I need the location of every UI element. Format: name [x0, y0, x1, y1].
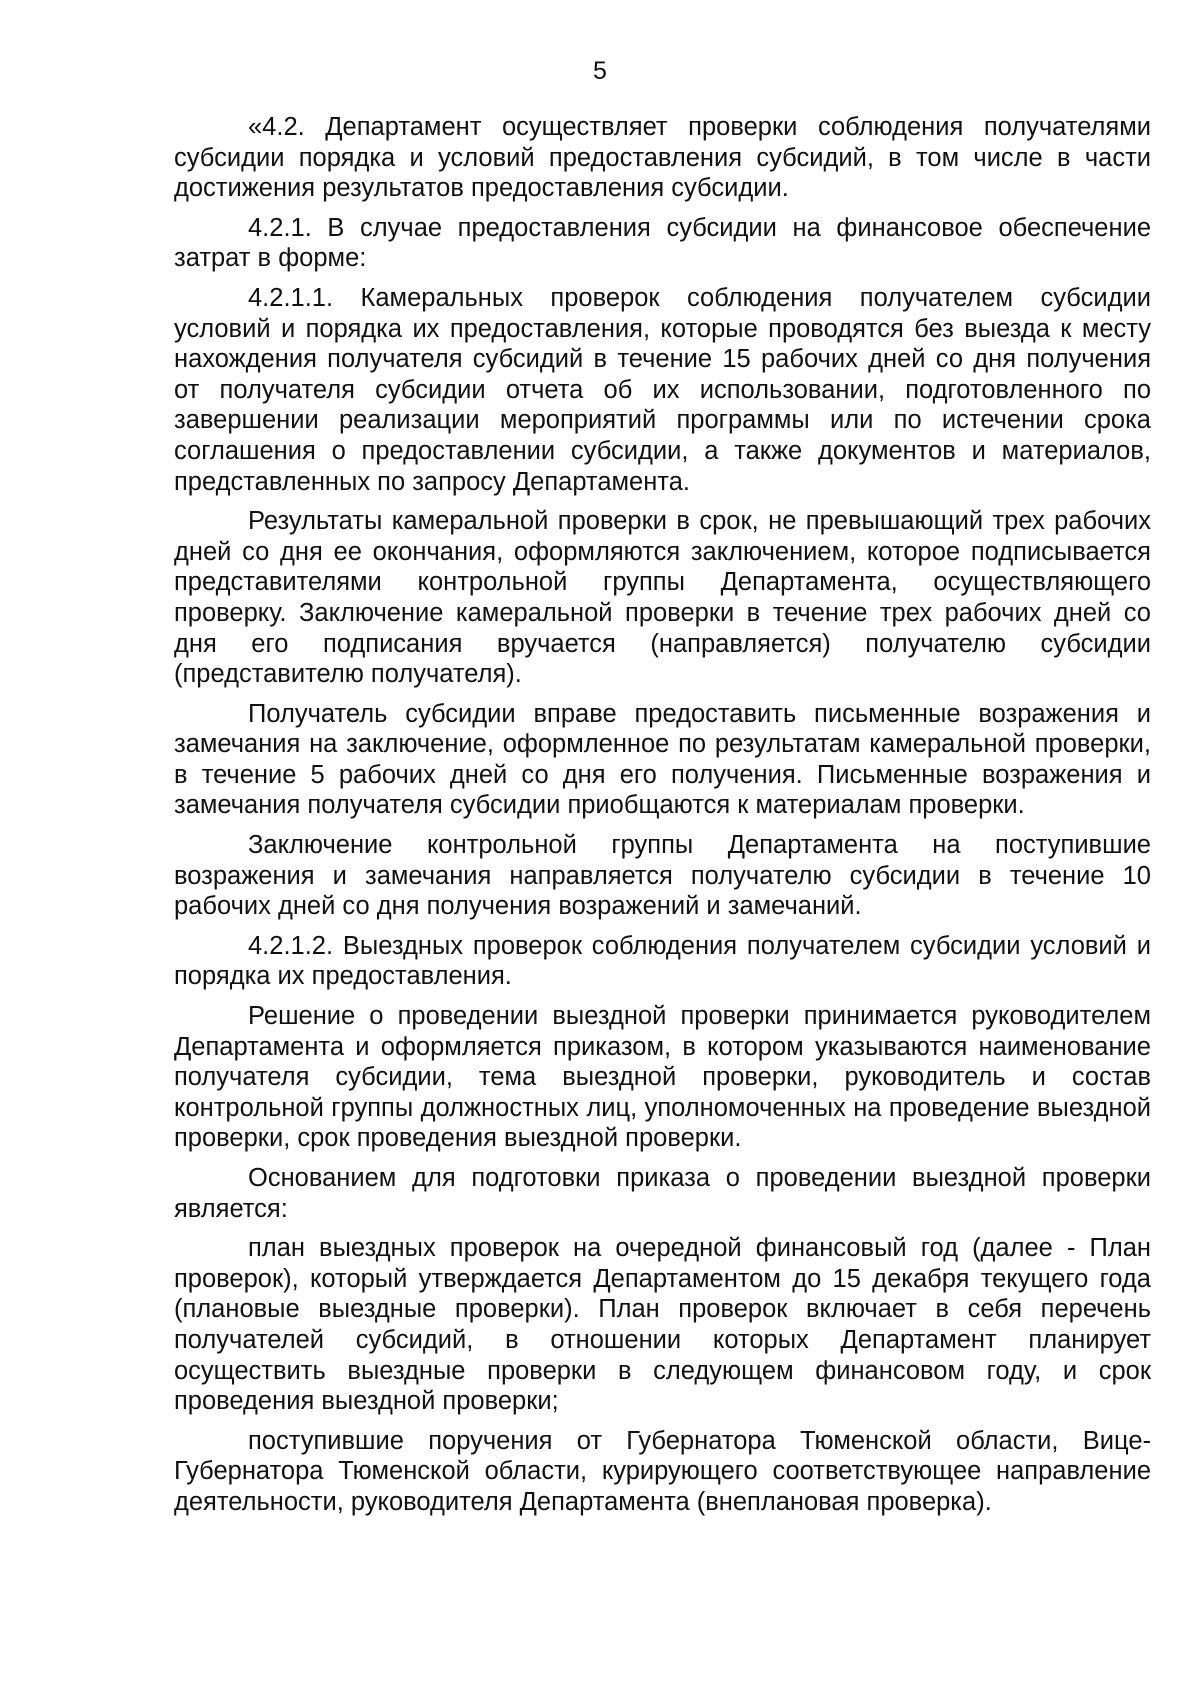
paragraph-4-2-1-2: 4.2.1.2. Выездных проверок соблюдения получателем субсидии условий и порядка их предоставления. — [174, 931, 1151, 991]
paragraph-instructions: поступившие поручения от Губернатора Тюменской области, Вице-Губернатора Тюменской области, курирующего соответствующее направление деятельности, руководителя Департамента (внеплановая проверка). — [174, 1426, 1151, 1516]
paragraph-4-2-1: 4.2.1. В случае предоставления субсидии на финансовое обеспечение затрат в форме: — [174, 213, 1151, 273]
paragraph-4-2: «4.2. Департамент осуществляет проверки соблюдения получателями субсидии порядка и условий предоставления субсидий, в том числе в части достижения результатов предоставления субсидии. — [174, 113, 1151, 203]
page-number: 5 — [593, 57, 607, 85]
document-body — [174, 112, 1151, 1527]
paragraph-audit-plan: план выездных проверок на очередной финансовый год (далее - План проверок), который утверждается Департаментом до 15 декабря текущего года (плановые выездные проверки). План проверок включает в себя перечень получателей субсидий, в отношении которых Департамент планирует осуществить выездные проверки в следующем финансовом году, и срок проведения выездной проверки; — [174, 1234, 1151, 1416]
paragraph-desk-audit-results: Результаты камеральной проверки в срок, не превышающий трех рабочих дней со дня ее окончания, оформляются заключением, которое подписывается представителями контрольной группы Департамента, осуществляющего проверку. Заключение камеральной проверки в течение трех рабочих дней со дня его подписания вручается (направляется) получателю субсидии (представителю получателя). — [174, 507, 1151, 689]
paragraph-field-audit-decision: Решение о проведении выездной проверки принимается руководителем Департамента и оформляется приказом, в котором указываются наименование получателя субсидии, тема выездной проверки, руководитель и состав контрольной группы должностных лиц, уполномоченных на проведение выездной проверки, срок проведения выездной проверки. — [174, 1002, 1151, 1153]
paragraph-objections: Получатель субсидии вправе предоставить письменные возражения и замечания на заключение, оформленное по результатам камеральной проверки, в течение 5 рабочих дней со дня его получения. Письменные возражения и замечания получателя субсидии приобщаются к материалам проверки. — [174, 699, 1151, 820]
paragraph-grounds-intro: Основанием для подготовки приказа о проведении выездной проверки является: — [174, 1164, 1151, 1223]
paragraph-4-2-1-1: 4.2.1.1. Камеральных проверок соблюдения получателем субсидии условий и порядка их предоставления, которые проводятся без выезда к месту нахождения получателя субсидий в течение 15 рабочих дней со дня получения от получателя субсидии отчета об их использовании, подготовленного по завершении реализации мероприятий программы или по истечении срока соглашения о предоставлении субсидии, а также документов и материалов, представленных по запросу Департамента. — [174, 283, 1151, 496]
paragraph-control-group-conclusion: Заключение контрольной группы Департамента на поступившие возражения и замечания направляется получателю субсидии в течение 10 рабочих дней со дня получения возражений и замечаний. — [174, 831, 1151, 921]
